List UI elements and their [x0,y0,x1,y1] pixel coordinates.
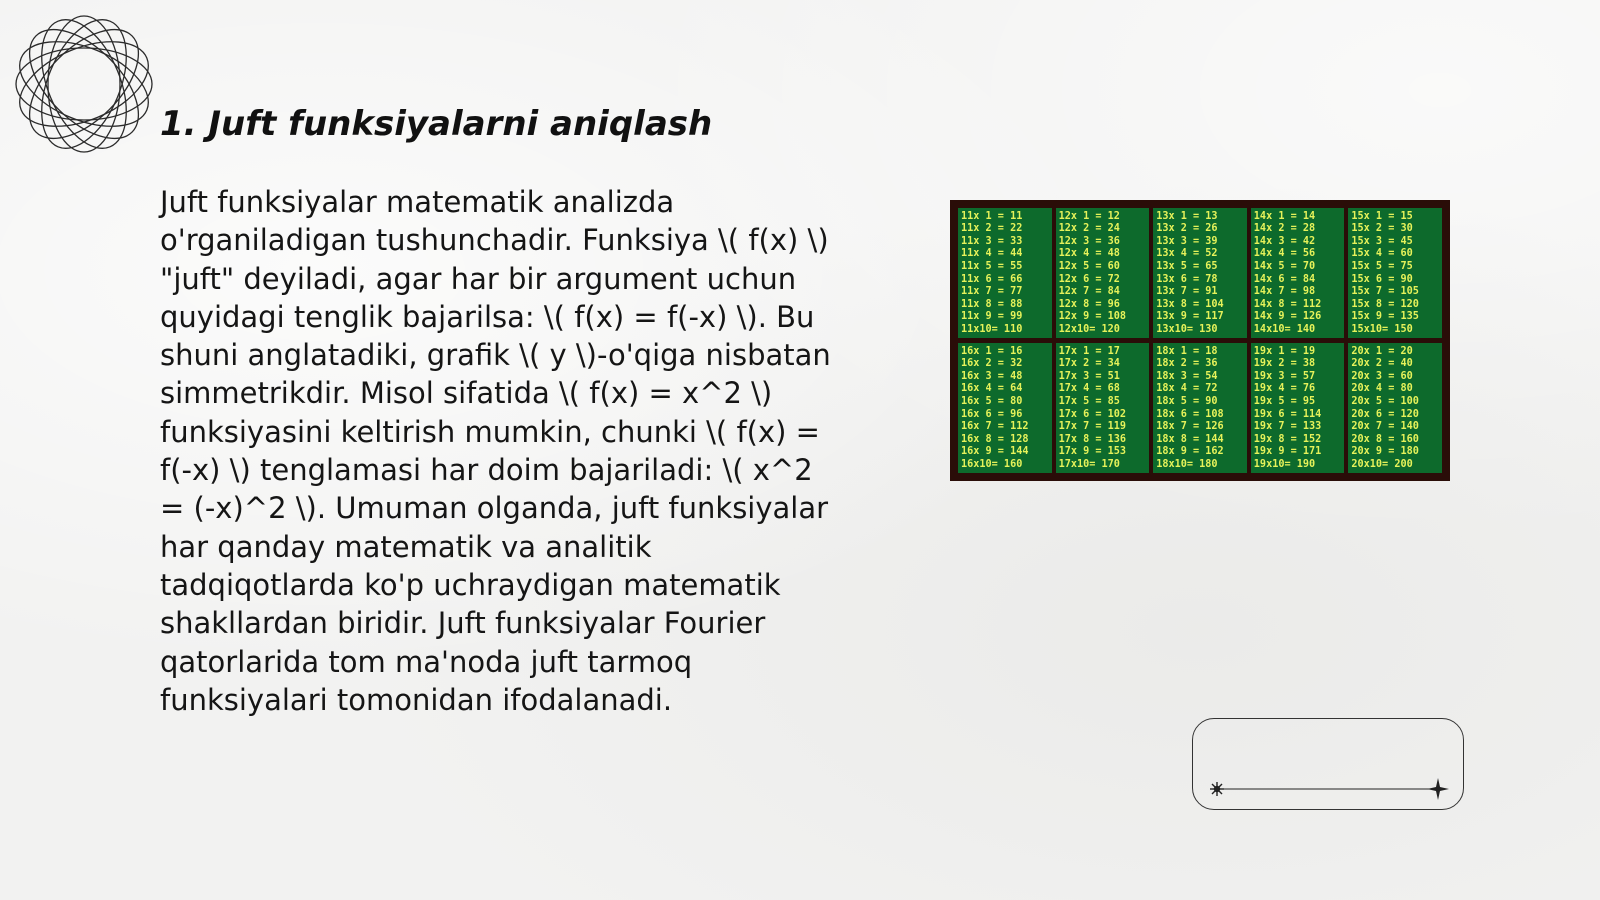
table-row: 20x 2 = 40 [1351,358,1413,370]
table-row: 14x 8 = 112 [1253,298,1322,310]
table-row: 15x 2 = 30 [1351,223,1413,235]
table-row: 18x 2 = 36 [1156,358,1218,370]
table-row: 15x 6 = 90 [1351,273,1413,285]
table-row: 16x 3 = 48 [961,370,1023,382]
table-block [958,208,1052,338]
ornament-loop [10,25,158,144]
table-row: 13x 2 = 26 [1156,223,1218,235]
table-row: 15x 8 = 120 [1351,298,1419,310]
table-row: 18x 8 = 144 [1156,433,1224,445]
table-row: 11x 7 = 77 [961,286,1023,298]
table-row: 16x 5 = 80 [961,395,1023,407]
table-block [1348,343,1442,473]
table-row: 11x 8 = 88 [961,298,1023,310]
table-row: 12x 6 = 72 [1058,273,1120,285]
table-block [1251,208,1345,338]
table-row: 13x 8 = 104 [1156,298,1224,310]
table-row: 13x10= 130 [1156,323,1218,335]
table-row: 12x 9 = 108 [1058,311,1127,323]
decorative-divider-line [1206,778,1450,800]
table-row: 11x 4 = 44 [961,248,1023,260]
table-row: 17x 2 = 34 [1058,358,1120,370]
multiplication-table-grid [958,208,1442,473]
ornament-loop [25,10,144,158]
table-row: 18x10= 180 [1156,458,1218,470]
table-row: 19x 7 = 133 [1253,421,1322,433]
table-row: 16x10= 160 [961,458,1023,470]
starburst-icon [1210,782,1224,796]
table-row: 16x 1 = 16 [961,345,1023,357]
table-row: 17x 7 = 119 [1058,421,1127,433]
table-row: 17x 9 = 153 [1058,446,1127,458]
table-row: 13x 6 = 78 [1156,273,1218,285]
table-row: 18x 7 = 126 [1156,421,1224,433]
table-row: 18x 4 = 72 [1156,383,1218,395]
table-row: 14x 7 = 98 [1253,286,1316,298]
table-row: 14x 3 = 42 [1253,235,1316,247]
table-row: 18x 9 = 162 [1156,446,1224,458]
ornament-loop [48,16,120,152]
sparkle-icon [1427,778,1449,800]
table-row: 20x 3 = 60 [1351,370,1413,382]
table-row: 13x 4 = 52 [1156,248,1218,260]
table-row: 17x 6 = 102 [1058,408,1127,420]
table-row: 20x 7 = 140 [1351,421,1419,433]
table-row: 20x 4 = 80 [1351,383,1413,395]
table-row: 12x 2 = 24 [1058,223,1120,235]
table-row: 20x 9 = 180 [1351,446,1419,458]
table-row: 13x 3 = 39 [1156,235,1218,247]
table-row: 12x 1 = 12 [1058,210,1120,222]
ornament-loop [10,10,157,157]
table-row: 13x 9 = 117 [1156,311,1224,323]
table-row: 15x 7 = 105 [1351,286,1419,298]
table-row: 19x 3 = 57 [1253,370,1316,382]
table-row: 18x 3 = 54 [1156,370,1218,382]
multiplication-table-image [950,200,1450,481]
table-row: 16x 2 = 32 [961,358,1023,370]
table-row: 11x 9 = 99 [961,311,1023,323]
ornament-loop [16,48,152,120]
table-block [1056,208,1150,338]
ornament-loop [10,10,157,157]
table-block [1153,208,1247,338]
table-row: 18x 6 = 108 [1156,408,1224,420]
table-block [1348,208,1442,338]
table-row: 11x10= 110 [961,323,1023,335]
table-row: 17x 5 = 85 [1058,395,1120,407]
table-row: 15x 3 = 45 [1351,235,1413,247]
table-row: 20x10= 200 [1351,458,1413,470]
table-row: 11x 5 = 55 [961,260,1023,272]
slide-title: 1. Juft funksiyalarni aniqlash [160,104,713,144]
table-row: 19x 8 = 152 [1253,433,1322,445]
table-row: 16x 6 = 96 [961,408,1023,420]
table-row: 16x 8 = 128 [961,433,1029,445]
table-block [1153,343,1247,473]
table-row: 15x10= 150 [1351,323,1413,335]
ornament-loop [25,10,144,158]
table-row: 12x 3 = 36 [1058,235,1120,247]
table-row: 16x 4 = 64 [961,383,1023,395]
table-row: 12x 4 = 48 [1058,248,1120,260]
table-row: 15x 1 = 15 [1351,210,1413,222]
table-row: 15x 4 = 60 [1351,248,1413,260]
table-row: 12x 8 = 96 [1058,298,1120,310]
spirograph-ornament-icon [10,10,158,158]
table-row: 11x 1 = 11 [961,210,1023,222]
table-row: 11x 3 = 33 [961,235,1023,247]
table-row: 19x 2 = 38 [1253,358,1316,370]
table-row: 12x10= 120 [1058,323,1120,335]
table-row: 16x 9 = 144 [961,446,1029,458]
ornament-loop [10,25,158,144]
table-row: 20x 6 = 120 [1351,408,1419,420]
table-row: 14x10= 140 [1253,323,1316,335]
table-block [1056,343,1150,473]
table-row: 13x 7 = 91 [1156,286,1218,298]
table-row: 15x 9 = 135 [1351,311,1419,323]
table-row: 14x 4 = 56 [1253,248,1316,260]
table-row: 17x 4 = 68 [1058,383,1120,395]
table-block [958,343,1052,473]
table-row: 13x 1 = 13 [1156,210,1218,222]
table-row: 11x 2 = 22 [961,223,1023,235]
table-row: 13x 5 = 65 [1156,260,1218,272]
table-row: 17x 3 = 51 [1058,370,1120,382]
table-row: 11x 6 = 66 [961,273,1023,285]
table-block [1251,343,1345,473]
table-row: 14x 6 = 84 [1253,273,1316,285]
table-row: 17x10= 170 [1058,458,1120,470]
table-row: 15x 5 = 75 [1351,260,1413,272]
table-row: 14x 1 = 14 [1253,210,1316,222]
table-row: 12x 7 = 84 [1058,286,1120,298]
table-row: 12x 5 = 60 [1058,260,1120,272]
table-row: 14x 5 = 70 [1253,260,1316,272]
body-paragraph: Juft funksiyalar matematik analizda o'rganiladigan tushunchadir. Funksiya \( f(x) \) "juft" deyiladi, agar har bir argument uchun quyidagi tenglik bajarilsa: \( f(x) = f(-x) \). Bu shuni anglatadiki, grafik \( y \)-o'qiga nisbatan simmetrikdir. Misol sifatida \( f(x) = x^2 \) funksiyasini keltirish mumkin, chunki \( f(x) = f(-x) \) tenglamasi har doim bajariladi: \( x^2 = (-x)^2 \). Umuman olganda, juft funksiyalar har qanday matematik va analitik tadqiqotlarda ko'p uchraydigan matematik shakllardan biridir. Juft funksiyalar Fourier qatorlarida tom ma'noda juft tarmoq funksiyalari tomonidan ifodalanadi. [160,185,831,717]
table-row: 14x 9 = 126 [1253,311,1322,323]
table-row: 19x 9 = 171 [1253,446,1322,458]
table-row: 16x 7 = 112 [961,421,1029,433]
table-row: 17x 8 = 136 [1058,433,1127,445]
table-row: 20x 8 = 160 [1351,433,1419,445]
table-row: 14x 2 = 28 [1253,223,1316,235]
table-row: 19x10= 190 [1253,458,1316,470]
table-row: 20x 1 = 20 [1351,345,1413,357]
table-row: 20x 5 = 100 [1351,395,1419,407]
table-row: 19x 1 = 19 [1253,345,1316,357]
table-row: 19x 4 = 76 [1253,383,1316,395]
table-row: 19x 6 = 114 [1253,408,1322,420]
table-row: 19x 5 = 95 [1253,395,1316,407]
table-row: 18x 5 = 90 [1156,395,1218,407]
table-row: 18x 1 = 18 [1156,345,1218,357]
table-row: 17x 1 = 17 [1058,345,1120,357]
